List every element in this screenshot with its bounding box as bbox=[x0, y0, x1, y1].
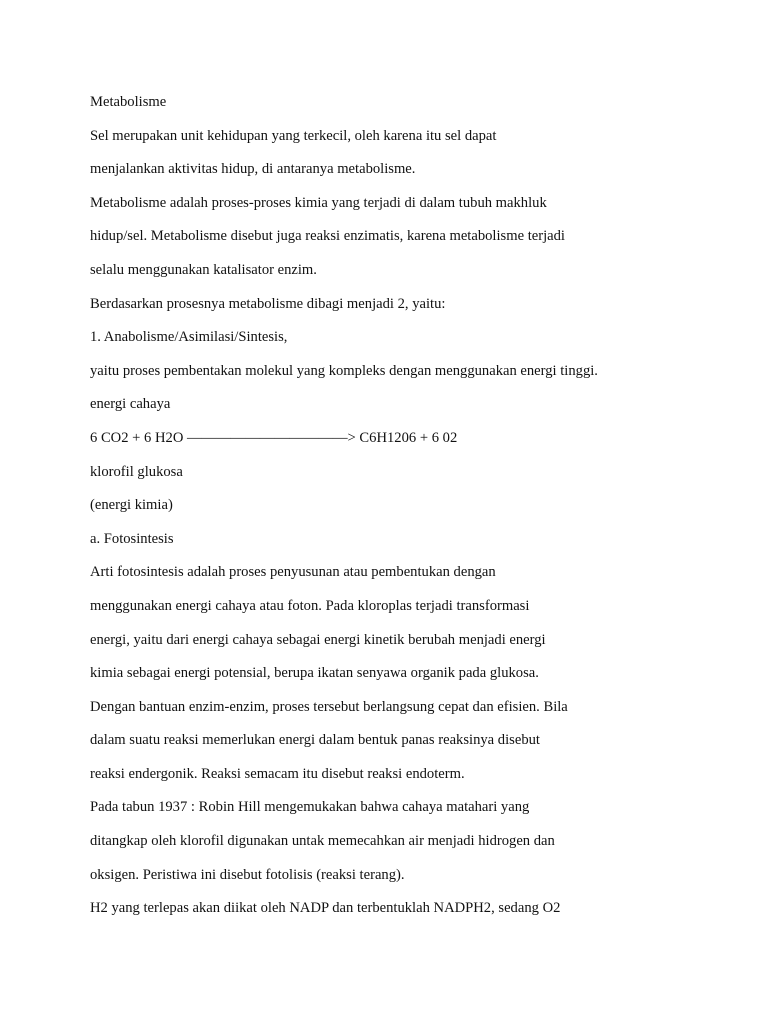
section-heading: 1. Anabolisme/Asimilasi/Sintesis, bbox=[90, 329, 288, 346]
document-body bbox=[90, 89, 730, 929]
equation-label: (energi kimia) bbox=[90, 497, 173, 514]
text-line: oksigen. Peristiwa ini disebut fotolisis (reaksi terang). bbox=[90, 866, 405, 883]
text-line: yaitu proses pembentakan molekul yang kompleks dengan menggunakan energi tinggi. bbox=[90, 362, 598, 379]
text-line: ditangkap oleh klorofil digunakan untak memecahkan air menjadi hidrogen dan bbox=[90, 833, 555, 850]
text-line: energi, yaitu dari energi cahaya sebagai energi kinetik berubah menjadi energi bbox=[90, 631, 546, 648]
chemical-equation: 6 CO2 + 6 H2O ———————————> C6H1206 + 6 02 bbox=[90, 429, 458, 446]
text-line: Sel merupakan unit kehidupan yang terkecil, oleh karena itu sel dapat bbox=[90, 127, 497, 144]
text-line: menjalankan aktivitas hidup, di antaranya metabolisme. bbox=[90, 161, 416, 178]
text-line: Metabolisme adalah proses-proses kimia yang terjadi di dalam tubuh makhluk bbox=[90, 194, 547, 211]
text-line: Arti fotosintesis adalah proses penyusunan atau pembentukan dengan bbox=[90, 564, 496, 581]
equation-label: energi cahaya bbox=[90, 396, 171, 413]
text-line: reaksi endergonik. Reaksi semacam itu disebut reaksi endoterm. bbox=[90, 765, 465, 782]
equation-label: klorofil glukosa bbox=[90, 463, 183, 480]
subsection-heading: a. Fotosintesis bbox=[90, 530, 174, 547]
text-line: menggunakan energi cahaya atau foton. Pada kloroplas terjadi transformasi bbox=[90, 597, 530, 614]
text-line: kimia sebagai energi potensial, berupa ikatan senyawa organik pada glukosa. bbox=[90, 665, 539, 682]
text-line: Dengan bantuan enzim-enzim, proses tersebut berlangsung cepat dan efisien. Bila bbox=[90, 698, 568, 715]
text-line: selalu menggunakan katalisator enzim. bbox=[90, 261, 317, 278]
text-line: Pada tabun 1937 : Robin Hill mengemukakan bahwa cahaya matahari yang bbox=[90, 799, 530, 816]
text-line: Berdasarkan prosesnya metabolisme dibagi menjadi 2, yaitu: bbox=[90, 295, 446, 312]
document-title: Metabolisme bbox=[90, 94, 167, 110]
text-line: hidup/sel. Metabolisme disebut juga reaksi enzimatis, karena metabolisme terjadi bbox=[90, 228, 565, 245]
text-line: dalam suatu reaksi memerlukan energi dalam bentuk panas reaksinya disebut bbox=[90, 732, 540, 749]
text-line: H2 yang terlepas akan diikat oleh NADP dan terbentuklah NADPH2, sedang O2 bbox=[90, 900, 561, 917]
